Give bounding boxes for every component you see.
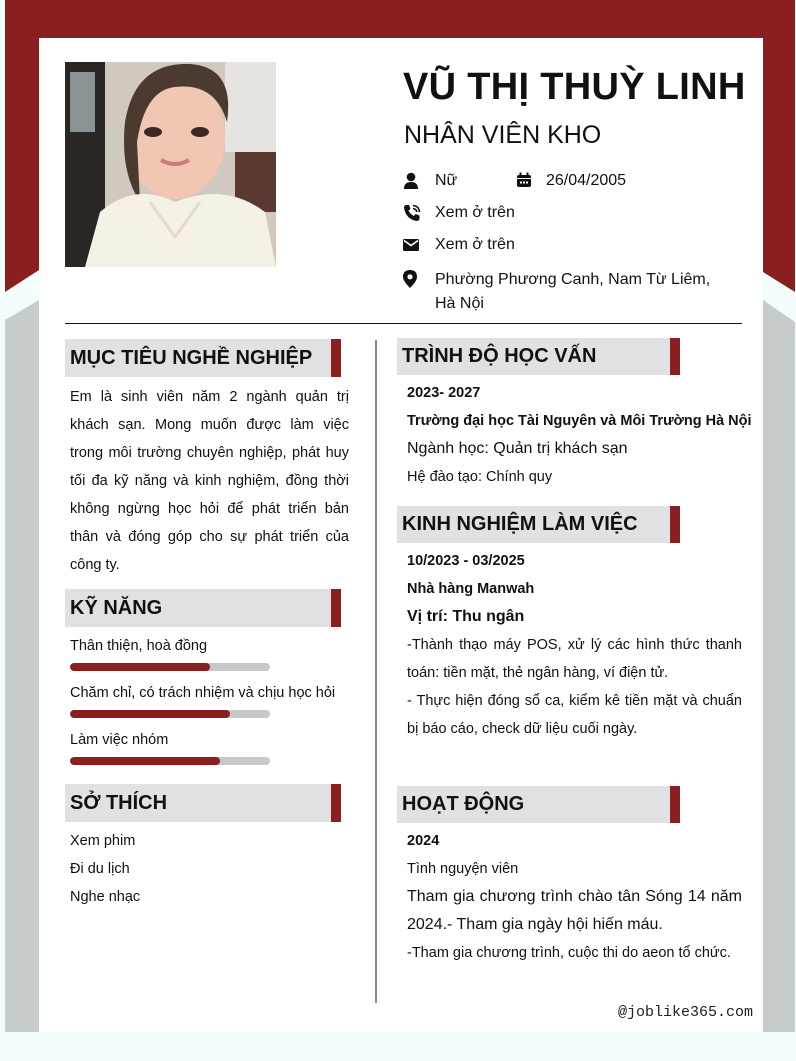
section-header-hobbies xyxy=(65,784,341,822)
hobby-item: Nghe nhạc xyxy=(70,889,141,905)
accent-bar xyxy=(670,338,680,375)
section-title: KỸ NĂNG xyxy=(70,597,163,619)
section-header-education xyxy=(397,338,680,375)
skill-bar-track xyxy=(70,757,270,765)
experience-period: 10/2023 - 03/2025 xyxy=(407,553,525,569)
hobby-item: Đi du lịch xyxy=(70,861,130,877)
section-header-activities xyxy=(397,786,680,823)
frame-left-grey xyxy=(5,300,39,1032)
skill-label: Thân thiện, hoà đồng xyxy=(70,638,208,654)
section-header-experience xyxy=(397,506,680,543)
experience-position: Vị trí: Thu ngân xyxy=(407,608,525,625)
section-title: MỤC TIÊU NGHỀ NGHIỆP xyxy=(70,347,313,369)
education-period: 2023- 2027 xyxy=(407,385,481,401)
section-title: TRÌNH ĐỘ HỌC VẤN xyxy=(402,345,597,367)
education-school: Trường đại học Tài Nguyên và Môi Trường Hà Nội xyxy=(407,413,752,429)
section-header-skills xyxy=(65,589,341,627)
accent-bar xyxy=(331,784,341,822)
candidate-name: VŨ THỊ THUỲ LINH xyxy=(403,66,746,108)
experience-company: Nhà hàng Manwah xyxy=(407,581,535,597)
activity-desc-1: Tham gia chương trình chào tân Sóng 14 năm 2024.- Tham gia ngày hội hiến máu. xyxy=(407,888,742,933)
objective-text: Em là sinh viên năm 2 ngành quản trị khách sạn. Mong muốn được làm việc trong môi trường chuyên nghiệp, phát huy tối đa kỹ năng và kinh nghiệm, đồng thời không ngừng học hỏi để phát triển bản thân và đóng góp cho sự phát triển của công ty. xyxy=(70,389,349,573)
info-gender xyxy=(403,172,626,190)
map-pin-icon xyxy=(403,270,421,288)
section-title: HOẠT ĐỘNG xyxy=(402,793,525,815)
header-divider xyxy=(65,323,742,324)
section-title: KINH NGHIỆM LÀM VIỆC xyxy=(402,513,638,535)
profile-photo xyxy=(65,62,276,267)
birthday-value: 26/04/2005 xyxy=(546,172,627,189)
skill-bar-track xyxy=(70,710,270,718)
section-title: SỞ THÍCH xyxy=(70,792,168,814)
skill-bar-fill xyxy=(70,663,210,671)
gender-value: Nữ xyxy=(435,172,458,189)
frame-top-band xyxy=(5,0,795,38)
job-title: NHÂN VIÊN KHO xyxy=(404,121,602,149)
calendar-icon xyxy=(516,172,534,190)
info-address xyxy=(403,268,710,316)
accent-bar xyxy=(331,339,341,377)
frame-left-red xyxy=(5,0,39,292)
accent-bar xyxy=(670,786,680,823)
education-major: Ngành học: Quản trị khách sạn xyxy=(407,440,628,457)
phone-icon xyxy=(403,204,421,222)
email-value: Xem ở trên xyxy=(435,236,515,253)
education-type: Hệ đào tạo: Chính quy xyxy=(407,469,553,485)
skill-bar-fill xyxy=(70,710,230,718)
frame-right-grey xyxy=(763,300,795,1032)
activity-year: 2024 xyxy=(407,833,440,849)
address-line-1: Phường Phương Canh, Nam Từ Liêm, xyxy=(435,271,711,288)
column-divider xyxy=(375,340,377,1003)
frame-right-red xyxy=(763,0,795,292)
envelope-icon xyxy=(403,236,421,254)
experience-desc-2: - Thực hiện đóng sổ ca, kiểm kê tiền mặt và chuẩn bị báo cáo, check dữ liệu cuối ngày. xyxy=(407,693,742,737)
profile-photo-image xyxy=(65,62,276,267)
skill-label: Làm việc nhóm xyxy=(70,732,169,748)
activity-role: Tình nguyện viên xyxy=(407,861,519,877)
info-email xyxy=(403,236,515,254)
accent-bar xyxy=(670,506,680,543)
phone-value: Xem ở trên xyxy=(435,204,515,221)
skill-label: Chăm chỉ, có trách nhiệm và chịu học hỏi xyxy=(70,685,336,701)
skill-bar-track xyxy=(70,663,270,671)
watermark: @joblike365.com xyxy=(618,1004,754,1021)
hobby-item: Xem phim xyxy=(70,833,136,849)
experience-desc-1: -Thành thạo máy POS, xử lý các hình thức thanh toán: tiền mặt, thẻ ngân hàng, ví điện tử. xyxy=(407,637,742,681)
section-header-objective xyxy=(65,339,341,377)
accent-bar xyxy=(331,589,341,627)
skill-bar-fill xyxy=(70,757,220,765)
activity-desc-2: -Tham gia chương trình, cuộc thi do aeon tổ chức. xyxy=(407,945,731,961)
info-phone xyxy=(403,204,515,222)
user-icon xyxy=(403,172,421,190)
address-line-2: Hà Nội xyxy=(435,295,484,312)
